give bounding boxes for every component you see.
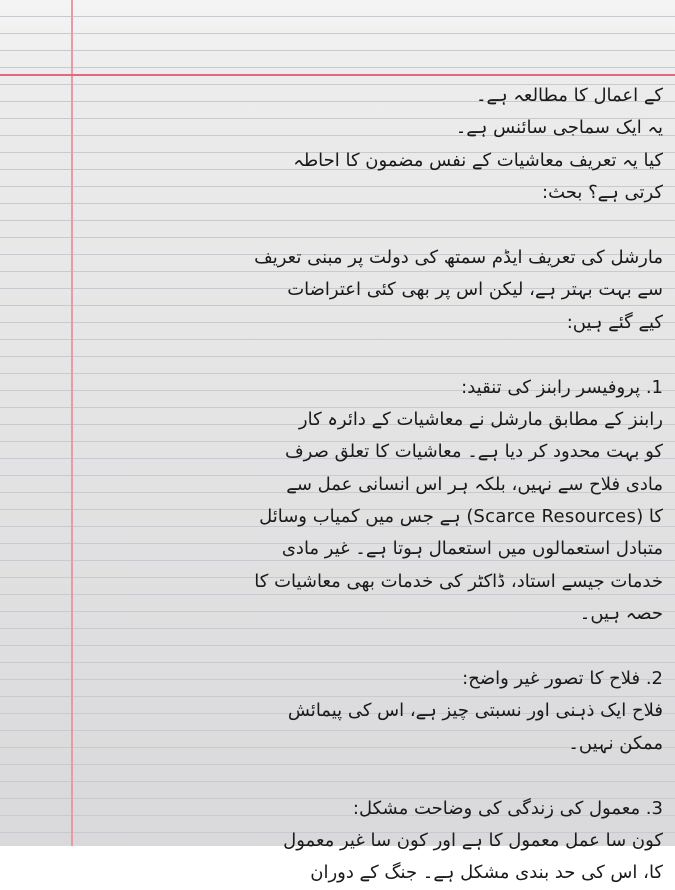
blank-line <box>76 631 663 663</box>
text-line: متبادل استعمالوں میں استعمال ہوتا ہے۔ غیر مادی <box>281 538 663 560</box>
blank-line <box>76 339 663 371</box>
blank-line <box>76 210 663 242</box>
section-heading: 3. معمول کی زندگی کی وضاحت مشکل: <box>352 797 663 819</box>
text-line: کیا یہ تعریف معاشیات کے نفس مضمون کا احاطہ <box>293 149 663 171</box>
header-margin-rule <box>0 74 675 76</box>
text-line: کے اعمال کا مطالعہ ہے۔ <box>475 85 663 106</box>
text-line: فلاح ایک ذہنی اور نسبتی چیز ہے، اس کی پیمائش <box>287 700 663 722</box>
blank-line <box>76 760 663 792</box>
text-line: مارشل کی تعریف ایڈم سمتھ کی دولت پر مبنی تعریف <box>254 246 663 268</box>
text-line: کیے گئے ہیں: <box>566 311 663 333</box>
text-line: کو بہت محدود کر دیا ہے۔ معاشیات کا تعلق صرف <box>284 441 663 463</box>
text-line: کرتی ہے؟ بحث: <box>542 182 663 204</box>
text-line: حصہ ہیں۔ <box>579 603 663 625</box>
text-line: کون سا عمل معمول کا ہے اور کون سا غیر معمول <box>283 829 663 851</box>
text-line: کا، اس کی حد بندی مشکل ہے۔ جنگ کے دوران <box>310 862 663 884</box>
text-line: رابنز کے مطابق مارشل نے معاشیات کے دائرہ کار <box>298 408 663 430</box>
section-heading: 2. فلاح کا تصور غیر واضح: <box>462 668 663 690</box>
text-line: ممکن نہیں۔ <box>568 732 663 754</box>
text-line: خدمات جیسے استاد، ڈاکٹر کی خدمات بھی معاشیات کا <box>254 570 663 592</box>
text-line: مادی فلاح سے نہیں، بلکہ ہر اس انسانی عمل سے <box>286 473 663 495</box>
section-heading: 1. پروفیسر رابنز کی تنقید: <box>461 376 663 398</box>
text-line: کا (Scarce Resources) ہے جس میں کمیاب وسائل <box>259 506 663 528</box>
handwritten-text-block <box>76 80 663 890</box>
text-line: سے بہت بہتر ہے، لیکن اس پر بھی کئی اعتراضات <box>287 279 663 301</box>
text-line: یہ ایک سماجی سائنس ہے۔ <box>455 117 663 139</box>
